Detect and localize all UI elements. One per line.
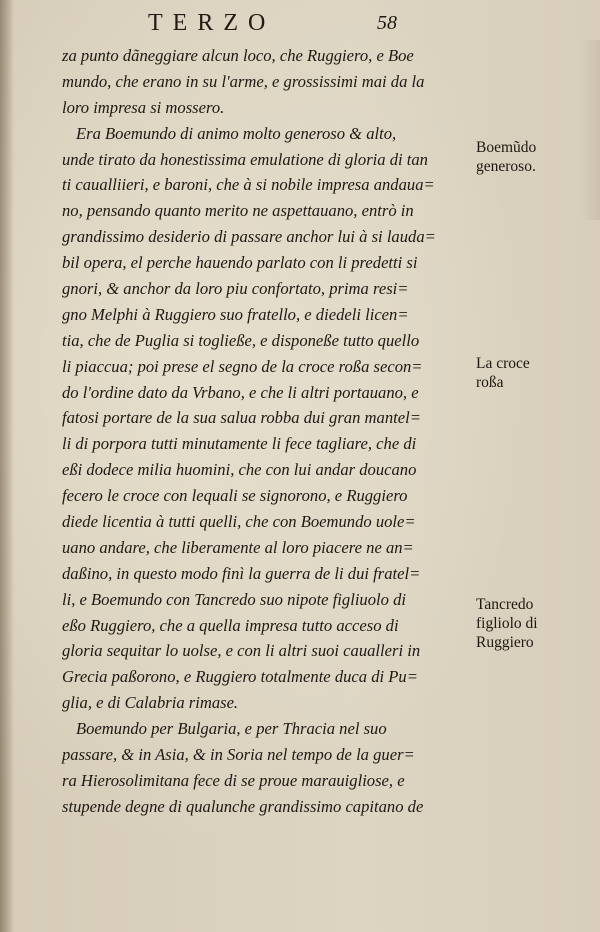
running-head: TERZO <box>148 10 276 36</box>
text-line: stupende degne di qualunche grandissimo capitano de <box>62 796 424 816</box>
text-line: ra Hierosolimitana fece di se proue marauigliose, e <box>62 770 405 790</box>
text-line: Grecia paßorono, e Ruggiero totalmente duca di Pu= <box>62 667 418 687</box>
text-line: glia, e di Calabria rimase. <box>62 693 239 713</box>
text-line: ti caualliieri, e baroni, che à si nobile impresa andaua= <box>62 175 435 195</box>
text-line: passare, & in Asia, & in Soria nel tempo de la guer= <box>62 745 415 765</box>
text-line: gnori, & anchor da loro piu confortato, prima resi= <box>62 279 409 299</box>
text-line: li piaccua; poi prese el segno de la croce roßa secon= <box>62 356 423 376</box>
text-line: bil opera, el perche hauendo parlato con li predetti si <box>62 253 418 273</box>
page-number: 58 <box>377 12 397 34</box>
text-line: tia, che de Puglia si togließe, e disponeße tutto quello <box>62 330 420 350</box>
text-line: li, e Boemundo con Tancredo suo nipote figliuolo di <box>62 589 406 609</box>
margin-note-line: generoso. <box>476 158 536 175</box>
main-text <box>62 43 474 820</box>
text-line: eßi dodece milia huomini, che con lui andar doucano <box>62 460 417 480</box>
margin-note-tancredo <box>476 595 538 652</box>
page-header <box>0 4 600 40</box>
margin-note-boemundo <box>476 138 536 176</box>
text-line: gno Melphi à Ruggiero suo fratello, e diedeli licen= <box>62 304 409 324</box>
text-line: fecero le croce con lequali se signorono, e Ruggiero <box>62 486 408 506</box>
text-line: gloria sequitar lo uolse, e con li altri suoi caualleri in <box>62 641 421 661</box>
text-line: loro impresa si mossero. <box>62 97 225 117</box>
text-line: diede licentia à tutti quelli, che con Boemundo uole= <box>62 512 416 532</box>
text-line: daßino, in questo modo finì la guerra de li dui fratel= <box>62 563 421 583</box>
margin-note-line: La croce <box>476 355 530 372</box>
margin-note-line: Tancredo <box>476 596 534 613</box>
text-line: eßo Ruggiero, che a quella impresa tutto acceso di <box>62 615 399 635</box>
text-line: za punto dãneggiare alcun loco, che Ruggiero, e Boe <box>62 46 414 65</box>
text-line: mundo, che erano in su l'arme, e grossissimi mai da la <box>62 71 425 91</box>
margin-note-line: figliolo di <box>476 615 538 632</box>
margin-note-line: Ruggiero <box>476 634 534 651</box>
text-line: fatosi portare de la sua salua robba dui gran mantel= <box>62 408 421 428</box>
margin-note-line: roßa <box>476 374 504 391</box>
text-line: unde tirato da honestissima emulatione di gloria di tan <box>62 149 428 169</box>
margin-note-croce <box>476 354 530 392</box>
text-line: li di porpora tutti minutamente li fece tagliare, che di <box>62 434 417 454</box>
text-line: do l'ordine dato da Vrbano, e che li altri portauano, e <box>62 382 419 402</box>
text-line: uano andare, che liberamente al loro piacere ne an= <box>62 537 414 557</box>
text-line: no, pensando quanto merito ne aspettauano, entrò in <box>62 201 414 221</box>
gutter-shadow <box>0 0 14 932</box>
show-through <box>580 40 600 220</box>
paragraph-start-line: Era Boemundo di animo molto generoso & alto, <box>76 123 397 143</box>
paragraph-start-line: Boemundo per Bulgaria, e per Thracia nel suo <box>76 719 387 739</box>
text-line: grandissimo desiderio di passare anchor lui à si lauda= <box>62 227 436 247</box>
margin-note-line: Boemũdo <box>476 139 537 156</box>
